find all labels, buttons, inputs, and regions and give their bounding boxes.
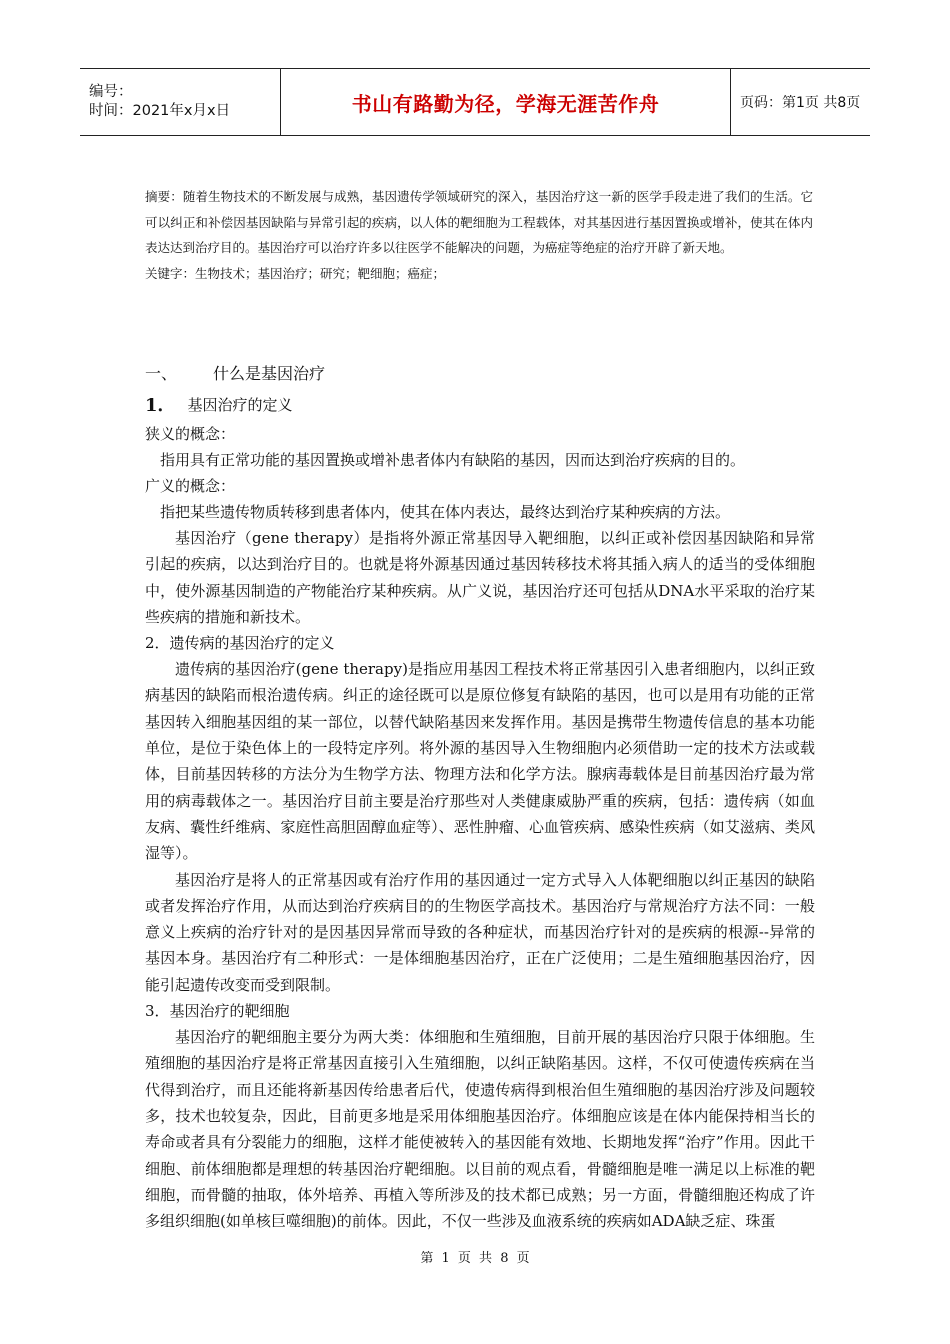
header-motto-cell: [281, 69, 731, 135]
main-content: [145, 357, 815, 1234]
page-footer: 第 1 页 共 8 页: [420, 1251, 530, 1266]
abstract-keywords: 关键字：生物技术；基因治疗；研究；靶细胞；癌症；: [145, 265, 446, 281]
header-info-cell: [80, 69, 281, 135]
genetic-paragraph-1: 遗传病的基因治疗(gene therapy)是指应用基因工程技术将正常基因引入患者细胞内，以纠正致病基因的缺陷而根治遗传病。纠正的途径既可以是原位修复有缺陷的基因，也可以是用有功能的正常基因转入细胞基因组的某一部位，以替代缺陷基因来发挥作用。基因是携带生物遗传信息的基本功能单位，是位于染色体上的一段特定序列。将外源的基因导入生物细胞内必须借助一定的技术方法或载体，目前基因转移的方法分为生物学方法、物理方法和化学方法。腺病毒载体是目前基因治疗最为常用的病毒载体之一。基因治疗目前主要是治疗那些对人类健康威胁严重的疾病，包括：遗传病（如血友病、囊性纤维病、家庭性高胆固醇血症等）、恶性肿瘤、心血管疾病、感染性疾病（如艾滋病、类风湿等）。: [145, 660, 815, 863]
narrow-concept-text: 指用具有正常功能的基因置换或增补患者体内有缺陷的基因，因而达到治疗疾病的目的。: [160, 451, 746, 469]
narrow-concept-label: 狭义的概念：: [145, 425, 236, 443]
subsection-heading-genetic: 2．遗传病的基因治疗的定义: [145, 634, 335, 653]
subsection-number: 1．: [145, 395, 176, 416]
broad-concept-label: 广义的概念：: [145, 477, 236, 495]
doc-date: 时间：2021年x月x日: [89, 103, 231, 119]
header-page-cell: [731, 69, 870, 135]
abstract-summary: 摘要：随着生物技术的不断发展与成熟，基因遗传学领域研究的深入，基因治疗这一新的医学手段走进了我们的生活。它可以纠正和补偿因基因缺陷与异常引起的疾病，以人体的靶细胞为工程载体，对其基因进行基因置换或增补，使其在体内表达达到治疗目的。基因治疗可以治疗许多以往医学不能解决的问题，为癌症等绝症的治疗开辟了新天地。: [145, 189, 813, 255]
page-header: [80, 68, 870, 136]
doc-number: 编号：: [89, 84, 133, 100]
section-heading: [145, 357, 815, 387]
subsection-title: 基因治疗的定义: [187, 395, 293, 414]
subsection-heading-target-cells: 3．基因治疗的靶细胞: [145, 1002, 290, 1021]
header-page-info: 页码：第1页 共8页: [740, 95, 861, 111]
broad-concept-text: 指把某些遗传物质转移到患者体内，使其在体内表达，最终达到治疗某种疾病的方法。: [160, 503, 731, 521]
target-cells-paragraph: 基因治疗的靶细胞主要分为两大类：体细胞和生殖细胞，目前开展的基因治疗只限于体细胞。生殖细胞的基因治疗是将正常基因直接引入生殖细胞，以纠正缺陷基因。这样，不仅可使遗传疾病在当代得到治疗，而且还能将新基因传给患者后代，使遗传病得到根治但生殖细胞的基因治疗涉及问题较多，技术也较复杂，因此，目前更多地是采用体细胞基因治疗。体细胞应该是在体内能保持相当长的寿命或者具有分裂能力的细胞，这样才能使被转入的基因能有效地、长期地发挥“治疗”作用。因此干细胞、前体细胞都是理想的转基因治疗靶细胞。以目前的观点看，骨髓细胞是唯一满足以上标准的靶细胞，而骨髓的抽取，体外培养、再植入等所涉及的技术都已成熟；另一方面，骨髓细胞还构成了许多组织细胞(如单核巨噬细胞)的前体。因此，不仅一些涉及血液系统的疾病如ADA缺乏症、珠蛋: [145, 1028, 815, 1231]
genetic-paragraph-2: 基因治疗是将人的正常基因或有治疗作用的基因通过一定方式导入人体靶细胞以纠正基因的缺陷或者发挥治疗作用，从而达到治疗疾病目的的生物医学高技术。基因治疗与常规治疗方法不同：一般意义上疾病的治疗针对的是因基因异常而导致的各种症状，而基因治疗针对的是疾病的根源--异常的基因本身。基因治疗有二种形式：一是体细胞基因治疗，正在广泛使用；二是生殖细胞基因治疗，因能引起遗传改变而受到限制。: [145, 870, 815, 994]
abstract-block: [145, 184, 813, 286]
definition-paragraph: 基因治疗（gene therapy）是指将外源正常基因导入靶细胞，以纠正或补偿因基因缺陷和异常引起的疾病，以达到治疗目的。也就是将外源基因通过基因转移技术将其插入病人的适当的受体细胞中，使外源基因制造的产物能治疗某种疾病。从广义说，基因治疗还可包括从DNA水平采取的治疗某些疾病的措施和新技术。: [145, 529, 815, 626]
subsection-heading-definition: [145, 387, 815, 421]
section-number: 一、: [145, 363, 178, 383]
header-motto: 书山有路勤为径，学海无涯苦作舟: [351, 91, 660, 116]
section-title: 什么是基因治疗: [213, 363, 326, 383]
